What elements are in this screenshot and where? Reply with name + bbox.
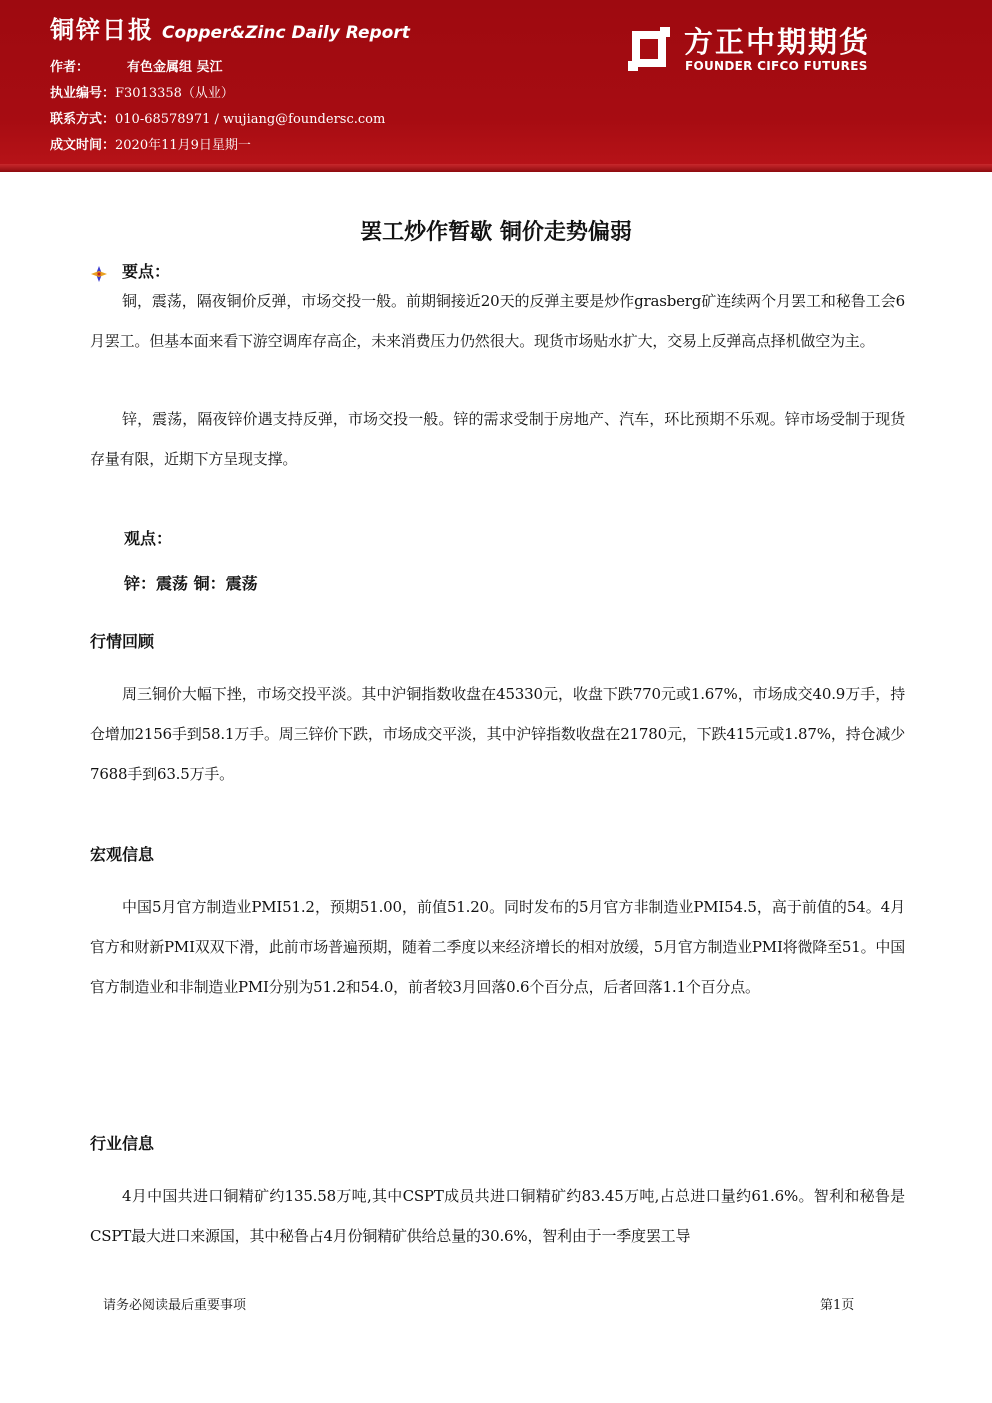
author-line — [50, 56, 223, 75]
contact-label: 联系方式： — [50, 112, 116, 127]
key-point-zinc: 锌，震荡，隔夜锌价遇支持反弹，市场交投一般。锌的需求受制于房地产、汽车，环比预期不乐观。锌市场受制于现货存量有限，近期下方呈现支撑。 — [90, 410, 905, 468]
market-review-paragraph: 周三铜价大幅下挫，市场交投平淡。其中沪铜指数收盘在45330元，收盘下跌770元或1.67%，市场成交40.9万手，持仓增加2156手到58.1万手。周三锌价下跌，市场成交平淡，其中沪锌指数收盘在21780元，下跌415元或1.87%，持仓减少7688手到63.5万手。 — [90, 685, 905, 783]
article-title: 罢工炒作暂歇 铜价走势偏弱 — [360, 220, 632, 245]
logo-text-cn: 方正中期期货 — [684, 25, 871, 59]
diamond-bullet-icon — [90, 265, 108, 281]
footer-notice: 请务必阅读最后重要事项 — [103, 1298, 247, 1313]
industry-heading: 行业信息 — [90, 1134, 155, 1153]
market-review-heading: 行情回顾 — [90, 632, 155, 651]
key-point-copper: 铜，震荡，隔夜铜价反弹，市场交投一般。前期铜接近20天的反弹主要是炒作grasberg矿连续两个月罢工和秘鲁工会6月罢工。但基本面来看下游空调库存高企，未来消费压力仍然很大。现货市场贴水扩大，交易上反弹高点择机做空为主。 — [90, 292, 905, 350]
view-heading: 观点： — [124, 529, 173, 548]
logo-text-en: FOUNDER CIFCO FUTURES — [685, 59, 868, 73]
report-title-en: Copper&Zinc Daily Report — [162, 23, 410, 43]
macro-paragraph: 中国5月官方制造业PMI51.2，预期51.00，前值51.20。同时发布的5月官方非制造业PMI54.5，高于前值的54。4月官方和财新PMI双双下滑，此前市场普遍预期，随着二季度以来经济增长的相对放缓，5月官方制造业PMI将微降至51。中国官方制造业和非制造业PMI分别为51.2和54.0，前者较3月回落0.6个百分点，后者回落1.1个百分点。 — [90, 898, 905, 996]
company-logo — [628, 20, 888, 80]
author-label: 作者： — [50, 60, 90, 75]
date-line — [50, 134, 251, 153]
license-line — [50, 82, 234, 101]
contact-line — [50, 108, 385, 127]
report-title — [50, 10, 410, 45]
page-number: 第1页 — [820, 1298, 855, 1313]
industry-paragraph: 4月中国共进口铜精矿约135.58万吨,其中CSPT成员共进口铜精矿约83.45万吨,占总进口量约61.6%。智利和秘鲁是CSPT最大进口来源国，其中秘鲁占4月份铜精矿供给总量的30.6%，智利由于一季度罢工导 — [90, 1187, 905, 1245]
report-title-cn: 铜锌日报 — [50, 16, 154, 44]
author-value: 有色金属组 吴江 — [127, 60, 223, 75]
date-value: 2020年11月9日星期一 — [115, 138, 251, 153]
license-label: 执业编号： — [50, 86, 116, 101]
key-points-label: 要点： — [122, 262, 171, 281]
founder-logo-icon — [628, 23, 674, 71]
header-divider — [0, 164, 992, 172]
macro-heading: 宏观信息 — [90, 845, 155, 864]
license-value: F3013358（从业） — [115, 86, 234, 101]
date-label: 成文时间： — [50, 138, 116, 153]
view-value: 锌：震荡 铜：震荡 — [124, 574, 258, 593]
key-points-heading — [90, 259, 170, 282]
report-header — [0, 0, 992, 172]
contact-value: 010-68578971 / wujiang@foundersc.com — [115, 112, 386, 127]
